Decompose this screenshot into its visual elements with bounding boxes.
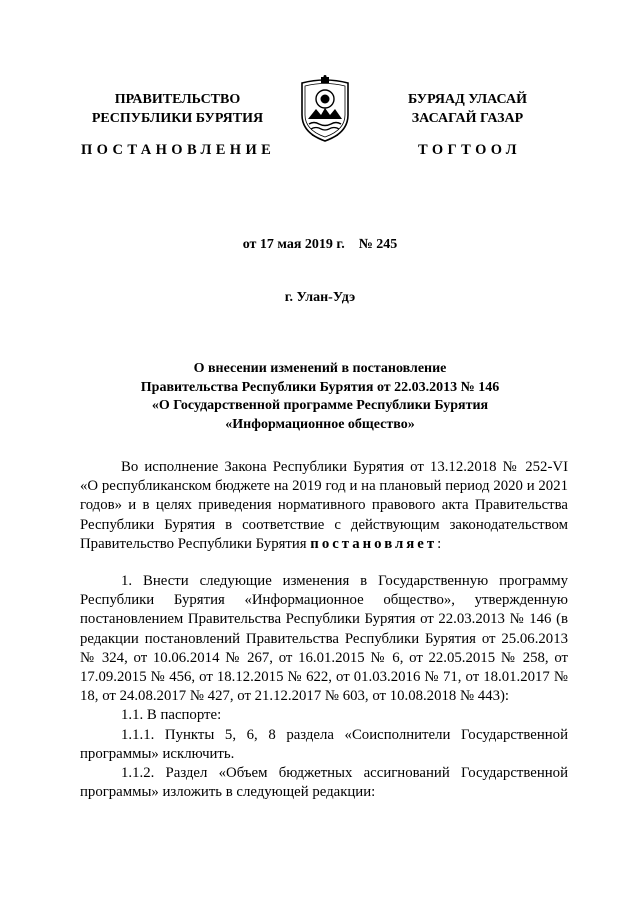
header-left-line2: РЕСПУБЛИКИ БУРЯТИЯ: [91, 111, 264, 126]
item-1-1-2-paragraph: 1.1.2. Раздел «Объем бюджетных ассигнований Государственной программы» изложить в следующей редакции:: [80, 765, 568, 801]
item-1-paragraph: 1. Внести следующие изменения в Государственную программу Республики Бурятия «Информационное общество», утвержденную постановлением Правительства Республики Бурятия от 22.03.2013 № 146 (в редакции постановлений Правительства Республики Бурятия от 25.06.2013 № 324, от 10.06.2014 № 267, от 16.01.2015 № 6, от 22.05.2015 № 258, от 17.09.2015 № 456, от 18.12.2015 № 622, от 01.03.2016 № 71, от 18.01.2017 № 18, от 24.08.2017 № 427, от 21.12.2017 № 603, от 10.08.2018 № 443):: [80, 573, 568, 705]
document-type-title-ru: ПОСТАНОВЛЕНИЕ: [81, 142, 276, 158]
coat-of-arms-of-buryatia-icon: [294, 75, 356, 145]
document-type-title-bua: ТОГТООЛ: [418, 142, 521, 158]
item-1-1-paragraph: 1.1. В паспорте:: [121, 707, 222, 724]
subject-line-1: О внесении изменений в постановление: [193, 361, 447, 376]
header-left: [80, 90, 275, 128]
subject-line-2: Правительства Республики Бурятия от 22.03.2013 № 146: [140, 379, 500, 395]
header-right-line2: ЗАСАГАЙ ГАЗАР: [411, 111, 524, 126]
item-1-1-1-paragraph: 1.1.1. Пункты 5, 6, 8 раздела «Соисполнители Государственной программы» исключить.: [80, 726, 568, 762]
preamble-paragraph: [80, 458, 568, 554]
header-right-line1: БУРЯАД УЛАСАЙ: [408, 92, 527, 107]
document-body: [80, 458, 568, 802]
header-left-line1: ПРАВИТЕЛЬСТВО: [114, 92, 241, 107]
preamble-end: :: [437, 535, 442, 552]
header-right: [365, 90, 570, 128]
subject-line-4: «Информационное общество»: [225, 416, 415, 432]
subject-line-3: «О Государственной программе Республики Бурятия: [151, 398, 489, 413]
city: г. Улан-Удэ: [284, 290, 356, 305]
date-and-number: от 17 мая 2019 г. № 245: [242, 237, 398, 252]
resolution-subject: [110, 360, 530, 434]
preamble-keyword: постановляет: [310, 535, 438, 552]
preamble-text: Во исполнение Закона Республики Бурятия от 13.12.2018 № 252-VI «О республиканском бюджете на 2019 год и на плановый период 2020 и 2021 годов» и в целях приведения нормативного правового акта Правительства Республики Бурятия в соответствие с действующим законодательством Правительство Республики Бурятия: [80, 459, 568, 552]
